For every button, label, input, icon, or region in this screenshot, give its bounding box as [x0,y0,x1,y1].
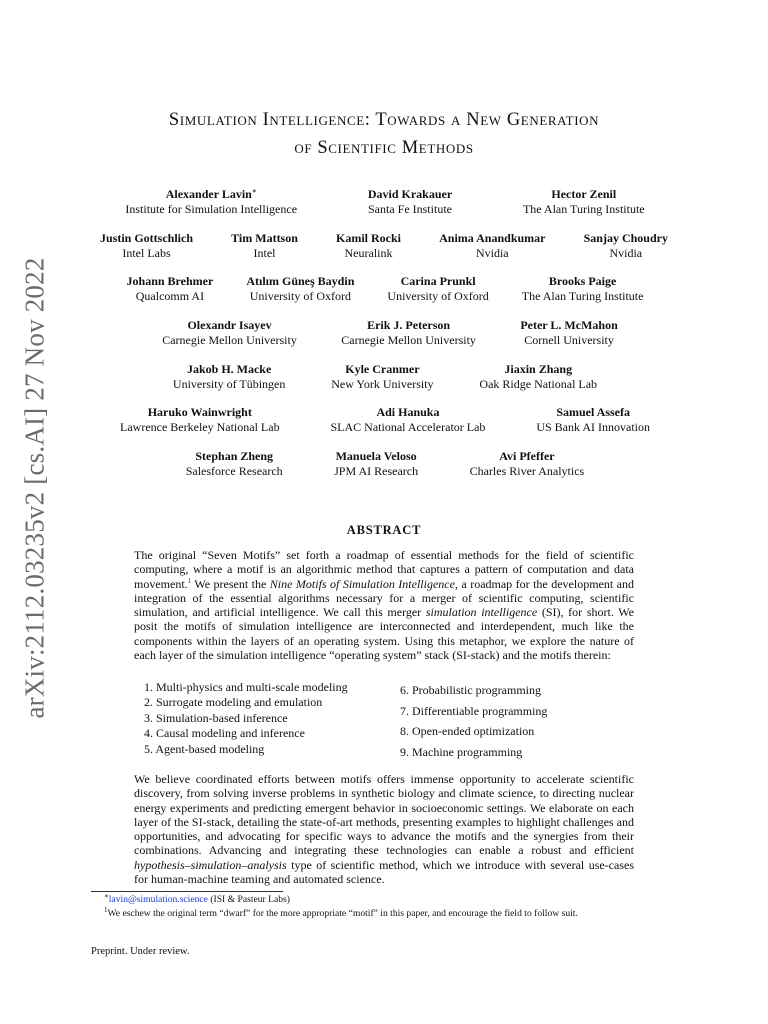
author [387,274,488,303]
author [336,231,401,260]
author-affiliation: Carnegie Mellon University [341,332,476,347]
list-item: 4. Causal modeling and inference [144,726,305,741]
author-name: Brooks Paige [548,274,617,288]
author-row-6 [120,405,650,434]
author-name: Carina Prunkl [400,274,476,288]
list-item: 1. Multi-physics and multi-scale modeling [144,680,348,694]
author [341,318,476,347]
footnote-1 [104,891,290,905]
list-item: 2. Surrogate modeling and emulation [144,695,323,710]
author-affiliation: Neuralink [344,245,393,260]
abstract-emphasis: hypothesis–simulation–analysis [134,857,287,872]
abstract-emphasis: simulation intelligence [425,605,538,620]
author [368,187,452,216]
author-affiliation: University of Oxford [249,288,352,303]
author-affiliation: Lawrence Berkeley National Lab [120,419,280,434]
list-item: 8. Open-ended optimization [400,724,535,739]
abstract-paragraph-2 [134,772,634,886]
motif-list-left [144,680,348,757]
author-affiliation: Institute for Simulation Intelligence [125,201,298,216]
author [331,362,433,391]
abstract-heading [0,523,768,538]
author-affiliation: Santa Fe Institute [367,201,452,216]
author-name: Jakob H. Macke [186,362,272,376]
author [100,231,193,260]
author [439,231,545,260]
author-name: Stephan Zheng [195,449,274,463]
author [120,405,280,434]
author-affiliation: Nvidia [609,245,643,260]
list-item: 9. Machine programming [400,745,523,760]
author [246,274,354,303]
title-line-1: Simulation Intelligence: Towards a New Generation [168,110,600,130]
author [125,187,297,216]
author [173,362,285,391]
email-link[interactable]: lavin@simulation.science [108,894,208,905]
author-affiliation: The Alan Turing Institute [521,288,644,303]
author [330,405,485,434]
author [162,318,297,347]
abstract-text: We believe coordinated efforts between motifs offers immense opportunity to accelerate scientific discovery, from solving inverse problems in synthetic biology and climate science, to directing nuclear energy experiments and predicting emergent behavior in socioeconomic settings. We elaborate on each layer of the SI-stack, detailing the state-of-art methods, presenting examples to highlight challenges and opportunities, and advocating for specific ways to advance the motifs and the synergies from their combinations. Advancing and integrating these technologies can enable a robust and efficient [134,772,634,858]
author [186,449,283,478]
author-affiliation: Carnegie Mellon University [162,332,297,347]
author-affiliation: US Bank AI Innovation [536,419,650,434]
author-affiliation: University of Oxford [387,288,489,303]
author-row-4 [140,318,640,347]
author [470,449,585,478]
preprint-notice: Preprint. Under review. [91,946,190,957]
author-affiliation: New York University [331,376,434,391]
footnote-text: We eschew the original term “dwarf” for the more appropriate “motif” in this paper, and encourage the field to follow suit. [107,908,578,919]
footnote-2 [104,905,578,919]
footnote-ref-1[interactable]: 1 [187,576,192,585]
author [127,274,214,303]
author-name: Atılım Güneş Baydin [246,274,355,288]
title-line-2: of Scientific Methods [294,138,474,158]
author-name: Tim Mattson [231,231,298,245]
author-affiliation: University of Tübingen [172,376,286,391]
author-affiliation: Intel Labs [122,245,171,260]
author [334,449,418,478]
abstract-text: type of scientific method, which we introduce with several use-cases for human-machine teaming and automated science. [134,857,634,887]
author-name: Anima Anandkumar [439,231,546,245]
list-item: 5. Agent-based modeling [144,741,265,756]
author-name: Peter L. McMahon [520,318,618,332]
author-affiliation: Charles River Analytics [469,463,585,478]
author-name: Johann Brehmer [126,274,214,288]
author-affiliation: Nvidia [475,245,509,260]
author-name: Samuel Assefa [556,405,630,419]
author-row-7 [160,449,610,478]
author-name: Haruko Wainwright [147,405,252,419]
author-row-3 [110,274,660,303]
author [523,187,645,216]
list-item: 3. Simulation-based inference [144,710,288,725]
author-affiliation: Qualcomm AI [135,288,205,303]
abstract-paragraph-1 [134,548,634,662]
author [479,362,597,391]
author-affiliation: Intel [253,245,276,260]
author [231,231,298,260]
author [536,405,650,434]
footnote-divider [91,891,283,892]
author [584,231,668,260]
author [520,318,617,347]
list-item: 7. Differentiable programming [400,703,548,718]
author-name: Erik J. Peterson [367,318,451,332]
arxiv-identifier: arXiv:2112.03235v2 [cs.AI] 27 Nov 2022 [19,257,50,719]
author-affiliation: The Alan Turing Institute [522,201,645,216]
author-name: Avi Pfeffer [499,449,555,463]
footnote-mark: 1 [104,905,108,914]
author-name: Olexandr Isayev [187,318,272,332]
author-name: Justin Gottschlich [100,231,194,245]
abstract-text: We present the [191,576,270,591]
footnote-mark: ∗ [104,891,109,900]
author-name: Manuela Veloso [335,449,417,463]
footnote-text: (ISI & Pasteur Labs) [207,894,290,905]
author-affiliation: Oak Ridge National Lab [479,376,598,391]
author-name: Adi Hanuka [376,405,440,419]
author-name: Kamil Rocki [336,231,402,245]
abstract-emphasis: Nine Motifs of Simulation Intelligence [269,576,455,591]
motif-list-right [400,680,547,763]
abstract-heading-text: ABSTRACT [346,523,422,537]
paper-title [60,106,708,162]
author-name: Jiaxin Zhang [504,362,573,376]
abstract-text: (SI), for short. We posit the motifs of simulation intelligence are interconnected and interdependent, much like the components within the layers of an operating system. Using this metaphor, we explore the nature of each layer of the simulation intelligence “operating system” stack (SI-stack) and the motifs therein: [134,605,634,663]
abstract-text: The original “Seven Motifs” set forth a roadmap of essential methods for the field of scientific computing, where a motif is an algorithmic method that captures a pattern of computation and data movement. [134,548,634,591]
author-row-5 [150,362,620,391]
author-name: Alexander Lavin [165,187,252,201]
author-footnote-mark: ∗ [251,187,257,195]
author [522,274,644,303]
list-item: 6. Probabilistic programming [400,683,541,697]
arxiv-side-label [19,257,50,719]
abstract-text: , a roadmap for the development and integration of the essential algorithms necessary for a merger of scientific computing, scientific simulation, and artificial intelligence. We call this merger [134,576,634,620]
author-affiliation: JPM AI Research [334,463,419,478]
author-row-1 [90,187,680,216]
author-affiliation: Salesforce Research [185,463,283,478]
author-name: David Krakauer [367,187,453,201]
author-affiliation: SLAC National Accelerator Lab [330,419,486,434]
author-affiliation: Cornell University [524,332,614,347]
author-name: Kyle Cranmer [345,362,420,376]
author-name: Hector Zenil [551,187,617,201]
author-row-2 [100,231,668,260]
author-name: Sanjay Choudry [583,231,668,245]
